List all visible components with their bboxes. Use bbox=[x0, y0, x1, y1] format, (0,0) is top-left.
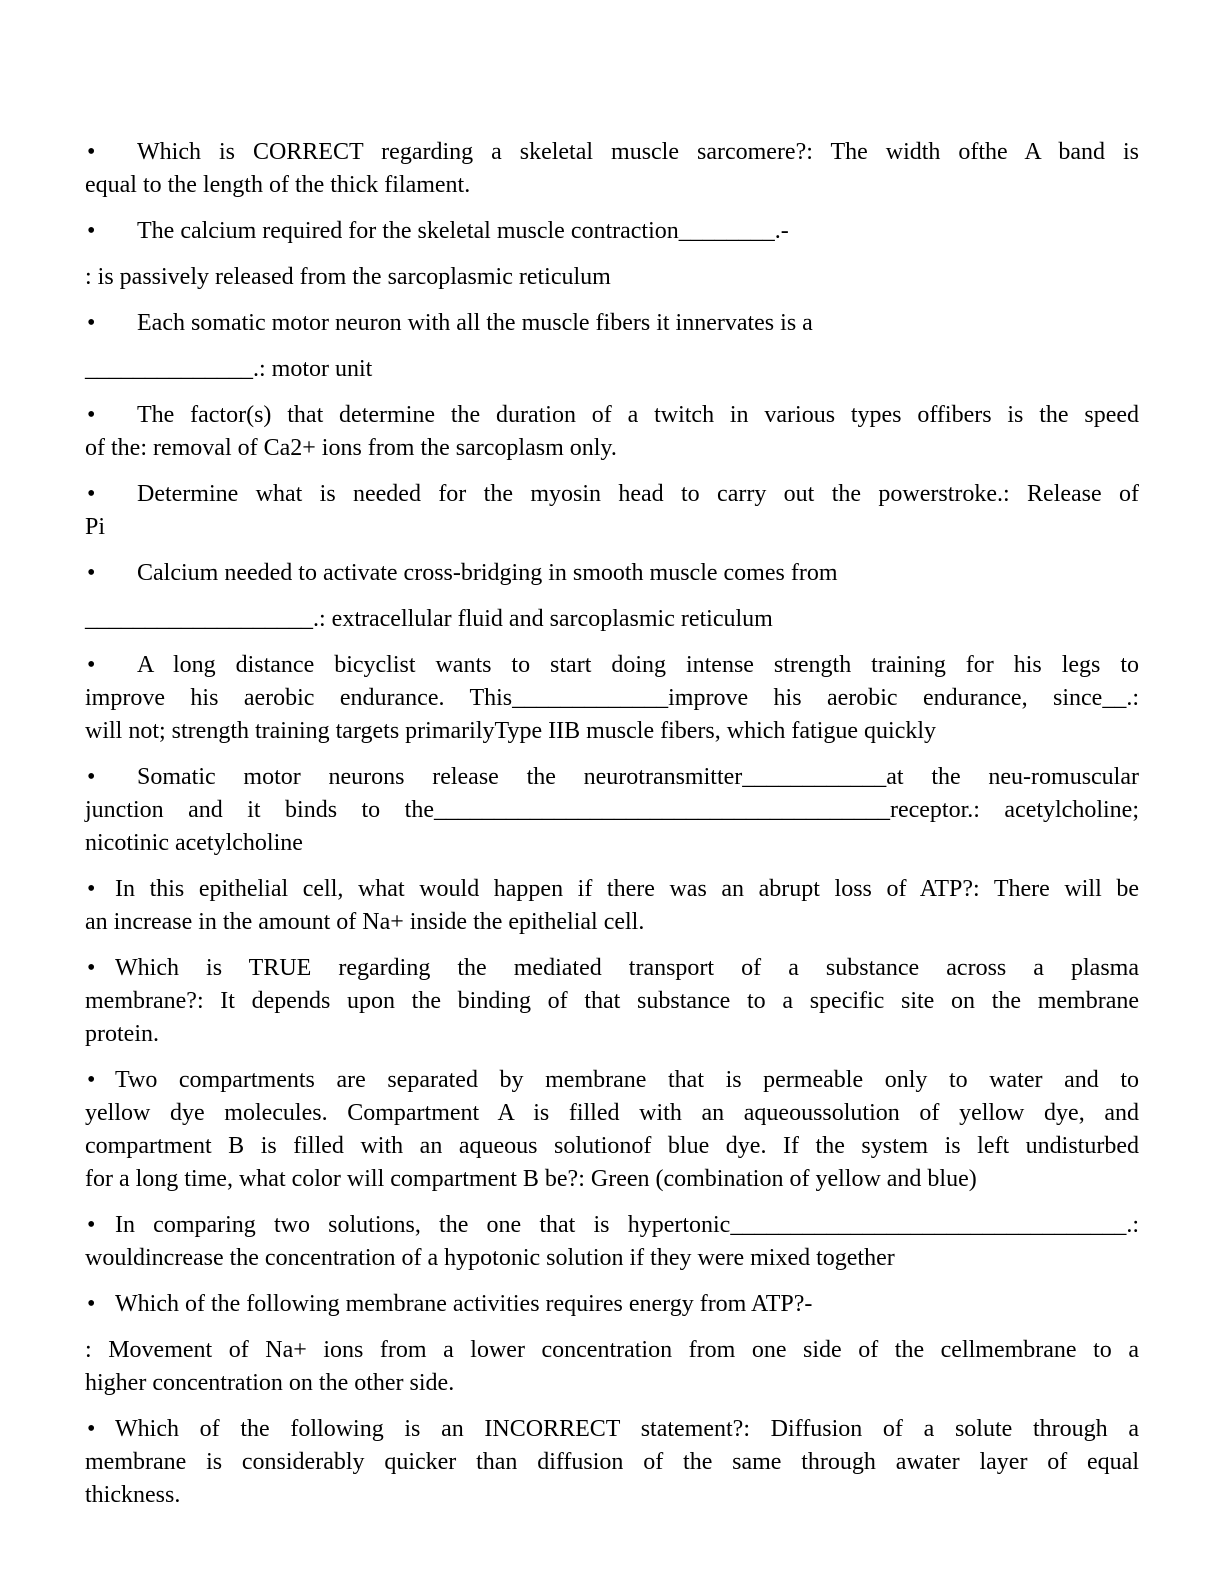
paragraph bbox=[85, 1209, 1139, 1275]
text-line: for a long time, what color will compartment B be?: Green (combination of yellow and blue) bbox=[85, 1166, 977, 1192]
text-line: Which is CORRECT regarding a skeletal muscle sarcomere?: The width ofthe A band is bbox=[137, 139, 1139, 165]
text-line: : is passively released from the sarcoplasmic reticulum bbox=[85, 264, 611, 290]
paragraph bbox=[85, 873, 1139, 939]
paragraph bbox=[85, 952, 1139, 1051]
paragraph bbox=[85, 1334, 1139, 1400]
text-line: Two compartments are separated by membrane that is permeable only to water and to bbox=[115, 1067, 1139, 1093]
text-line: Which is TRUE regarding the mediated transport of a substance across a plasma bbox=[115, 955, 1139, 981]
paragraph bbox=[85, 603, 1139, 636]
text-line: nicotinic acetylcholine bbox=[85, 830, 303, 856]
text-line: ______________.: motor unit bbox=[85, 356, 373, 382]
paragraph bbox=[85, 261, 1139, 294]
text-line: equal to the length of the thick filament. bbox=[85, 172, 471, 198]
text-line: A long distance bicyclist wants to start doing intense strength training for his legs to bbox=[137, 652, 1139, 678]
text-line: : Movement of Na+ ions from a lower concentration from one side of the cellmembrane to a bbox=[85, 1337, 1139, 1363]
text-line: In this epithelial cell, what would happen if there was an abrupt loss of ATP?: There will be bbox=[115, 876, 1139, 902]
bullet-icon: • bbox=[87, 481, 96, 507]
text-line: Determine what is needed for the myosin head to carry out the powerstroke.: Release of bbox=[137, 481, 1139, 507]
text-line: Pi bbox=[85, 514, 106, 540]
text-line: of the: removal of Ca2+ ions from the sarcoplasm only. bbox=[85, 435, 617, 461]
paragraph bbox=[85, 399, 1139, 465]
text-line: Each somatic motor neuron with all the muscle fibers it innervates is a bbox=[137, 310, 813, 336]
text-line: Calcium needed to activate cross-bridging in smooth muscle comes from bbox=[137, 560, 838, 586]
paragraph bbox=[85, 1288, 1139, 1321]
bullet-icon: • bbox=[87, 218, 96, 244]
paragraph bbox=[85, 649, 1139, 748]
text-line: higher concentration on the other side. bbox=[85, 1370, 455, 1396]
bullet-icon: • bbox=[87, 1291, 96, 1317]
paragraph bbox=[85, 1413, 1139, 1512]
bullet-icon: • bbox=[87, 402, 96, 428]
text-line: Which of the following is an INCORRECT statement?: Diffusion of a solute through a bbox=[115, 1416, 1139, 1442]
bullet-icon: • bbox=[87, 310, 96, 336]
bullet-icon: • bbox=[87, 560, 96, 586]
bullet-icon: • bbox=[87, 955, 96, 981]
bullet-icon: • bbox=[87, 1067, 96, 1093]
text-line: In comparing two solutions, the one that is hypertonic_________________________________.: bbox=[115, 1212, 1139, 1238]
text-line: yellow dye molecules. Compartment A is filled with an aqueoussolution of yellow dye, and bbox=[85, 1100, 1139, 1126]
text-line: The factor(s) that determine the duration of a twitch in various types offibers is the speed bbox=[137, 402, 1139, 428]
text-line: will not; strength training targets primarilyType IIB muscle fibers, which fatigue quickly bbox=[85, 718, 937, 744]
bullet-icon: • bbox=[87, 764, 96, 790]
text-line: membrane is considerably quicker than diffusion of the same through awater layer of equal bbox=[85, 1449, 1139, 1475]
bullet-icon: • bbox=[87, 1212, 96, 1238]
bullet-icon: • bbox=[87, 139, 96, 165]
text-line: The calcium required for the skeletal muscle contraction________.- bbox=[137, 218, 789, 244]
paragraph bbox=[85, 557, 1139, 590]
paragraph bbox=[85, 353, 1139, 386]
paragraph bbox=[85, 215, 1139, 248]
text-line: Somatic motor neurons release the neurotransmitter____________at the neu-romuscular bbox=[137, 764, 1139, 790]
text-line: Which of the following membrane activities requires energy from ATP?- bbox=[115, 1291, 813, 1317]
paragraph bbox=[85, 307, 1139, 340]
text-line: ___________________.: extracellular fluid and sarcoplasmic reticulum bbox=[85, 606, 773, 632]
text-line: junction and it binds to the______________________________________receptor.: acetylcholine; bbox=[85, 797, 1139, 823]
text-line: protein. bbox=[85, 1021, 159, 1047]
bullet-icon: • bbox=[87, 1416, 96, 1442]
paragraph bbox=[85, 478, 1139, 544]
text-line: wouldincrease the concentration of a hypotonic solution if they were mixed together bbox=[85, 1245, 895, 1271]
text-line: thickness. bbox=[85, 1482, 181, 1508]
text-line: improve his aerobic endurance. This_____________improve his aerobic endurance, since__.: bbox=[85, 685, 1139, 711]
paragraph bbox=[85, 136, 1139, 202]
text-line: membrane?: It depends upon the binding of that substance to a specific site on the membrane bbox=[85, 988, 1139, 1014]
document-content bbox=[85, 136, 1139, 1512]
paragraph bbox=[85, 761, 1139, 860]
text-line: compartment B is filled with an aqueous solutionof blue dye. If the system is left undisturbed bbox=[85, 1133, 1139, 1159]
bullet-icon: • bbox=[87, 652, 96, 678]
paragraph bbox=[85, 1064, 1139, 1196]
text-line: an increase in the amount of Na+ inside the epithelial cell. bbox=[85, 909, 645, 935]
bullet-icon: • bbox=[87, 876, 96, 902]
